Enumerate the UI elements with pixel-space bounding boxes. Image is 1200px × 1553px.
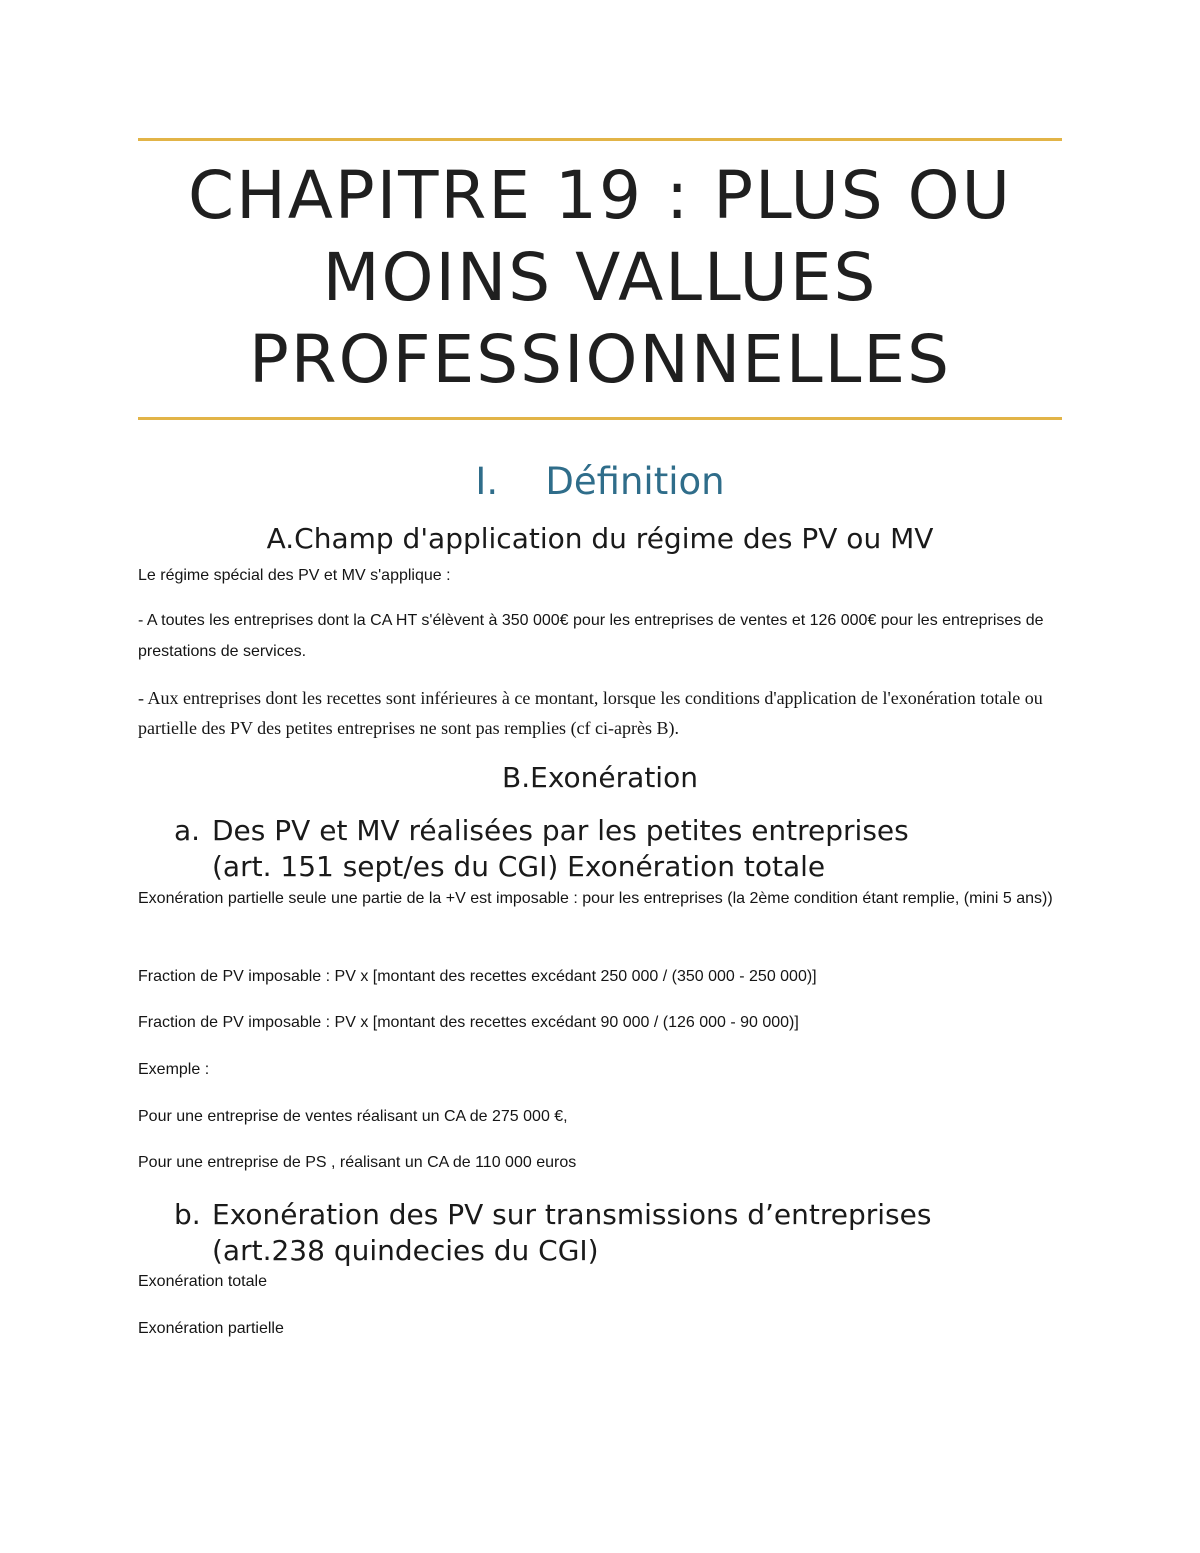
- paragraph-fraction-2: [138, 1007, 1062, 1038]
- section-number: I.: [475, 460, 499, 503]
- paragraph-fraction-1: [138, 961, 1062, 992]
- paragraph-total: [138, 1266, 1062, 1297]
- title-line-2: MOINS VALLUES: [322, 239, 878, 316]
- partielle-text: Exonération partielle: [138, 1320, 284, 1337]
- subsubheading-a-label: a.: [174, 814, 201, 847]
- subsubheading-b-line1: Exonération des PV sur transmissions d’entreprises: [212, 1198, 932, 1231]
- paragraph-item-1: [138, 605, 1062, 667]
- subheading-exoneration: [138, 759, 1062, 797]
- subsubheading-a-line2: (art. 151 sept/es du CGI) Exonération totale: [212, 850, 826, 883]
- section-label: Définition: [545, 460, 725, 503]
- paragraph-partial: [138, 883, 1062, 914]
- subsubheading-a-line1: Des PV et MV réalisées par les petites entreprises: [212, 814, 909, 847]
- subheading-champ: [138, 520, 1062, 558]
- paragraph-example-2: [138, 1147, 1062, 1178]
- title-line-3: PROFESSIONNELLES: [248, 321, 952, 398]
- subsubheading-b: [138, 1197, 1062, 1269]
- example1-text: Pour une entreprise de ventes réalisant un CA de 275 000 €,: [138, 1108, 568, 1125]
- intro-text: Le régime spécial des PV et MV s'applique :: [138, 567, 451, 584]
- subsubheading-b-line2: (art.238 quindecies du CGI): [212, 1234, 599, 1267]
- paragraph-item-2: [138, 683, 1062, 743]
- subheading-champ-text: A.Champ d'application du régime des PV ou MV: [266, 522, 934, 555]
- subsubheading-a: [138, 813, 1062, 885]
- item2-text: - Aux entreprises dont les recettes sont inférieures à ce montant, lorsque les conditions d'application de l'exonération totale ou partielle des PV des petites entreprises ne sont pas remplies (cf ci-après B).: [138, 688, 1043, 738]
- subsubheading-b-label: b.: [174, 1198, 201, 1231]
- section-heading-definition: [138, 458, 1062, 506]
- title-line-1: CHAPITRE 19 : PLUS OU: [188, 157, 1012, 234]
- paragraph-intro: [138, 560, 1062, 591]
- example2-text: Pour une entreprise de PS , réalisant un CA de 110 000 euros: [138, 1154, 577, 1171]
- fraction1-text: Fraction de PV imposable : PV x [montant des recettes excédant 250 000 / (350 000 - 250 000)]: [138, 968, 817, 985]
- item1-text: toutes les entreprises dont la CA HT s'élèvent à 350 000€ pour les entreprises de ventes et 126 000€ pour les entreprises de prestations de services.: [138, 612, 1044, 660]
- paragraph-partielle: [138, 1313, 1062, 1344]
- chapter-title: [138, 155, 1062, 401]
- paragraph-example-label: [138, 1054, 1062, 1085]
- fraction2-text: Fraction de PV imposable : PV x [montant des recettes excédant 90 000 / (126 000 - 90 000)]: [138, 1014, 799, 1031]
- subheading-exoneration-text: B.Exonération: [502, 761, 698, 794]
- partial-text: Exonération partielle seule une partie de la +V est imposable : pour les entreprises (la 2ème condition étant remplie, (mini 5 ans)): [138, 890, 1053, 907]
- top-rule: [138, 138, 1062, 141]
- paragraph-example-1: [138, 1101, 1062, 1132]
- bottom-rule: [138, 417, 1062, 420]
- example-label: Exemple :: [138, 1061, 210, 1078]
- total-text: Exonération totale: [138, 1273, 267, 1290]
- item1-prefix: - A: [138, 612, 162, 629]
